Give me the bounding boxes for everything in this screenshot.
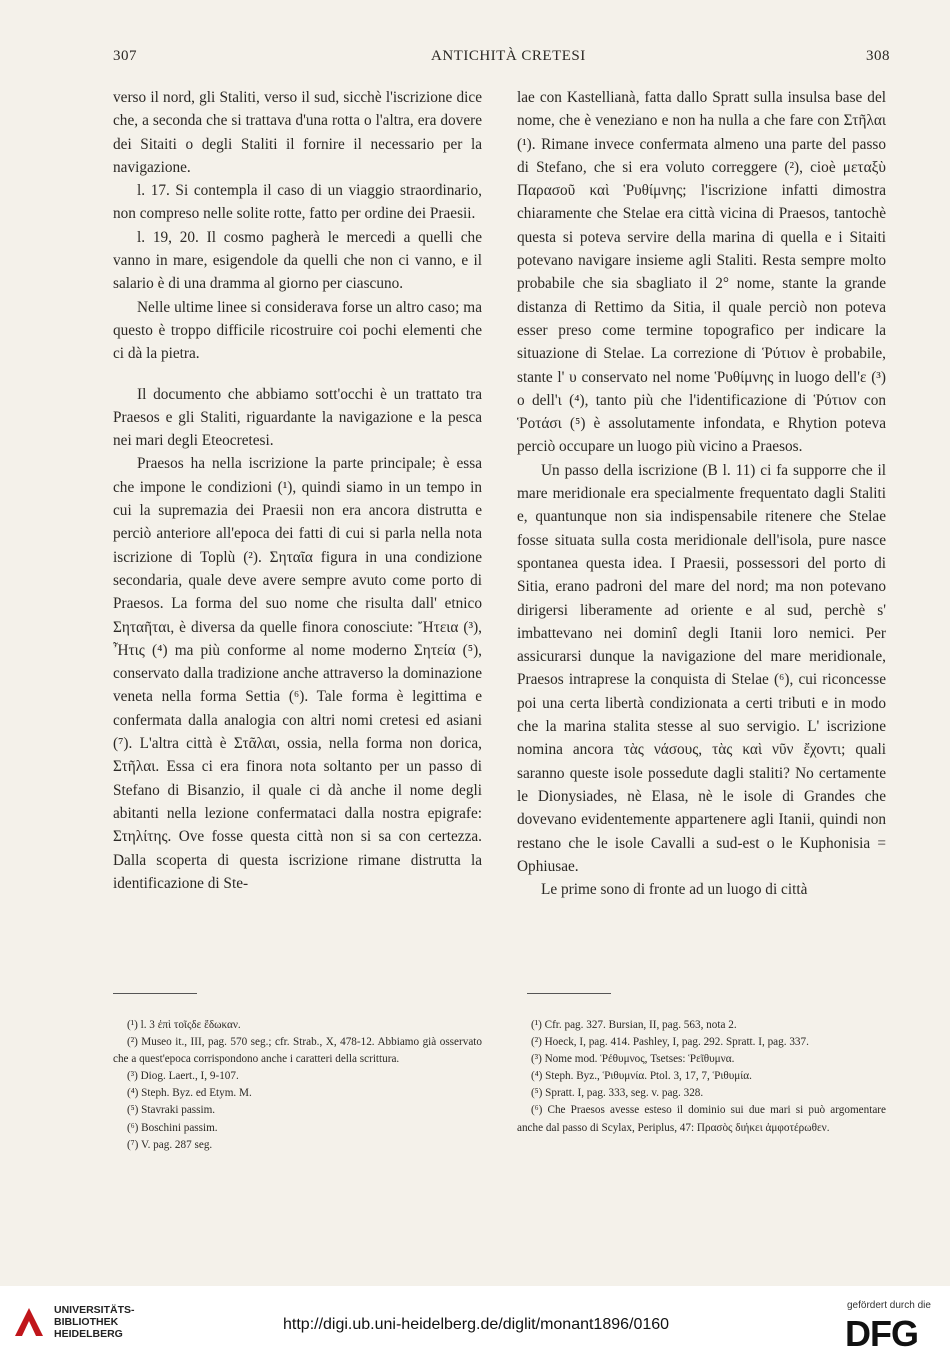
paragraph: l. 17. Si contempla il caso di un viaggio straordinario, non compreso nelle solite rotte, fatto per ordine dei Praesii. [113, 182, 482, 223]
right-column [517, 86, 886, 901]
page-number-left: 307 [113, 48, 137, 64]
footnote: (²) Hoeck, I, pag. 414. Pashley, I, pag. 292. Spratt. I, pag. 337. [531, 1036, 809, 1049]
footnote: (⁴) Steph. Byz. ed Etym. M. [127, 1087, 252, 1100]
funded-by-label: gefördert durch die [847, 1300, 931, 1311]
footnote: (¹) Cfr. pag. 327. Bursian, II, pag. 563, nota 2. [531, 1019, 737, 1031]
paragraph: Il documento che abbiamo sott'occhi è un trattato tra Praesos e gli Staliti, riguardante la navigazione e la pesca nei mari degli Eteocretesi. [113, 385, 482, 450]
footnote: (³) Diog. Laert., I, 9-107. [127, 1070, 239, 1083]
footnote: (⁶) Che Praesos avesse esteso il dominio sui due mari si può argomentare anche dal passo di Scylax, Periplus, 47: Πρασὸς διήκει ἀμφοτέρωθεν. [517, 1104, 886, 1134]
paragraph: Nelle ultime linee si considerava forse un altro caso; ma questo è troppo difficile ricostruire coi pochi elementi che ci dà la pietra. [113, 298, 482, 363]
footer-bar [0, 1286, 950, 1361]
permalink-url[interactable]: http://digi.ub.uni-heidelberg.de/diglit/monant1896/0160 [283, 1316, 670, 1333]
footnotes-right [517, 1017, 886, 1137]
footnote: (⁵) Spratt. I, pag. 333, seg. v. pag. 328. [531, 1087, 704, 1100]
footnote: (⁵) Stavraki passim. [127, 1104, 216, 1117]
paragraph: l. 19, 20. Il cosmo pagherà le mercedi a quelli che vanno in mare, esigendole da quelli che non ci vanno, e il salario è di una dramma al giorno per ciascuno. [113, 228, 482, 293]
running-title: ANTICHITÀ CRETESI [431, 48, 586, 64]
dfg-logo: DFG [845, 1313, 918, 1354]
footnote-rule-right [527, 993, 611, 994]
footnote: (¹) l. 3 ἐπὶ τοῖςδε ἔδωκαν. [127, 1019, 241, 1031]
paragraph: Praesos ha nella iscrizione la parte principale; è essa che impone le condizioni (¹), quindi siamo in un tempo in cui la supremazia dei Praesii non era ancora distrutta e perciò anteriore all'epoca dei fatti di cui si parla nella nota iscrizione di Toplù (²). Σηταῖα figura in una condizione secondaria, quale deve avere sempre avuto come porto di Praesos. La forma del suo nome che risulta dall' etnico Σηταῆται, è diversa da quelle finora conosciute: Ἤτεια (³), Ἦτις (⁴) ma più conforme al nome moderno Σητεία (⁵), conservato dalla tradizione anche attraverso la dominazione veneta nella forma Settia (⁶). Tale forma è legittima e confermata dalla analogia con altri nomi cretesi ed asiani (⁷). L'altra città è Στᾶλαι, ossia, nella forma non dorica, Στῆλαι. Essa ci era finora nota soltanto per un passo di Stefano di Bisanzio, il quale ci dà anche il nome degli abitanti nella lezione confermataci dalla nostra epigrafe: Στηλίτης. Ove fosse questa città non si sa con certezza. Dalla scoperta di questa iscrizione rimane distrutta la identificazione di Ste- [113, 455, 482, 892]
university-library-logo-icon [13, 1306, 45, 1338]
footnote: (²) Museo it., III, pag. 570 seg.; cfr. Strab., X, 478-12. Abbiamo già osservato che a quest'epoca corrispondono anche i caratteri della scrittura. [113, 1036, 482, 1066]
left-column [113, 86, 482, 895]
page-number-right: 308 [866, 48, 890, 64]
paragraph: verso il nord, gli Staliti, verso il sud, sicchè l'iscrizione dice che, a seconda che si trattava d'una rotta o l'altra, era dovere dei Sitaiti o degli Staliti il fornire il necessario per la navigazione. [113, 89, 482, 176]
paragraph: Un passo della iscrizione (B l. 11) ci fa supporre che il mare meridionale era specialmente frequentato dagli Staliti e, quantunque non sia indispensabile ritenere che Stelae fosse situata sulla costa meridionale dell'isola, pure nasce spontanea questa idea. I Praesii, possessori del porto di Sitia, erano padroni del mare del nord; ma non potevano dirigersi liberamente ad oriente e al sud, perchè s' imbattevano nei dominî degli Itanii loro nemici. Per assicurarsi dunque la navigazione del mare meridionale, Praesos intraprese la conquista di Stelae (⁶), cui riconcesse poi una certa libertà condizionata a certi tributi e in modo che la marina stalita stesse al suo servigio. L' iscrizione nomina ancora τὰς νάσους, τὰς καὶ νῦν ἔχοντι; quali saranno queste isole possedute dagli staliti? No certamente le Dionysiades, nè Elasa, nè le isole di Grandes che dovevano evidentemente appartenere agli Itanii, quindi non restano che le isole Cavalli a sud-est o le Kuphonisia = Ophiusae. [517, 461, 886, 875]
footnotes-left [113, 1017, 482, 1154]
paragraph: lae con Kastellianà, fatta dallo Spratt sulla insulsa base del nome, che è veneziano e non ha nulla a che fare con Στῆλαι (¹). Rimane invece confermata almeno una parte del passo di Stefano, che si era voluto correggere (²), cioè μεταξὺ Παρασοῦ καὶ Ῥυθίμνης; l'iscrizione infatti dimostra chiaramente che Stelae era città vicina di Praesos, tantochè questa si poteva servire della marina di quella e i Sitaiti potevano navigare insieme agli Staliti. Resta sempre molto probabile che sia sbagliato il 2° nome, stante la grande distanza di Rettimo da Sitia, il quale perciò non poteva esser preso come termine topografico per indicare la situazione di Stelae. La correzione di Ῥύτιον è probabile, stante l' υ conservato nel nome Ῥυθίμνης in luogo dell'ε (³) o dell'ι (⁴), tanto più che l'identificazione di Ῥύτιον con Ῥοτάσι (⁵) è assolutamente infondata, e Rhytion poteva perciò occupare un luogo più vicino a Praesos. [517, 89, 886, 456]
footnote: (⁴) Steph. Byz., Ῥιθυμνία. Ptol. 3, 17, 7, Ῥιθυμία. [531, 1070, 752, 1083]
paragraph: Le prime sono di fronte ad un luogo di città [541, 881, 808, 899]
footnote-rule-left [113, 993, 197, 994]
footnote: (⁶) Boschini passim. [127, 1121, 218, 1134]
library-name: UNIVERSITÄTS- BIBLIOTHEK HEIDELBERG [54, 1304, 135, 1340]
footnote: (³) Nome mod. Ῥέθυμνος, Tsetses: Ῥεῖθυμνα. [531, 1053, 735, 1066]
footnote: (⁷) V. pag. 287 seg. [127, 1138, 213, 1151]
